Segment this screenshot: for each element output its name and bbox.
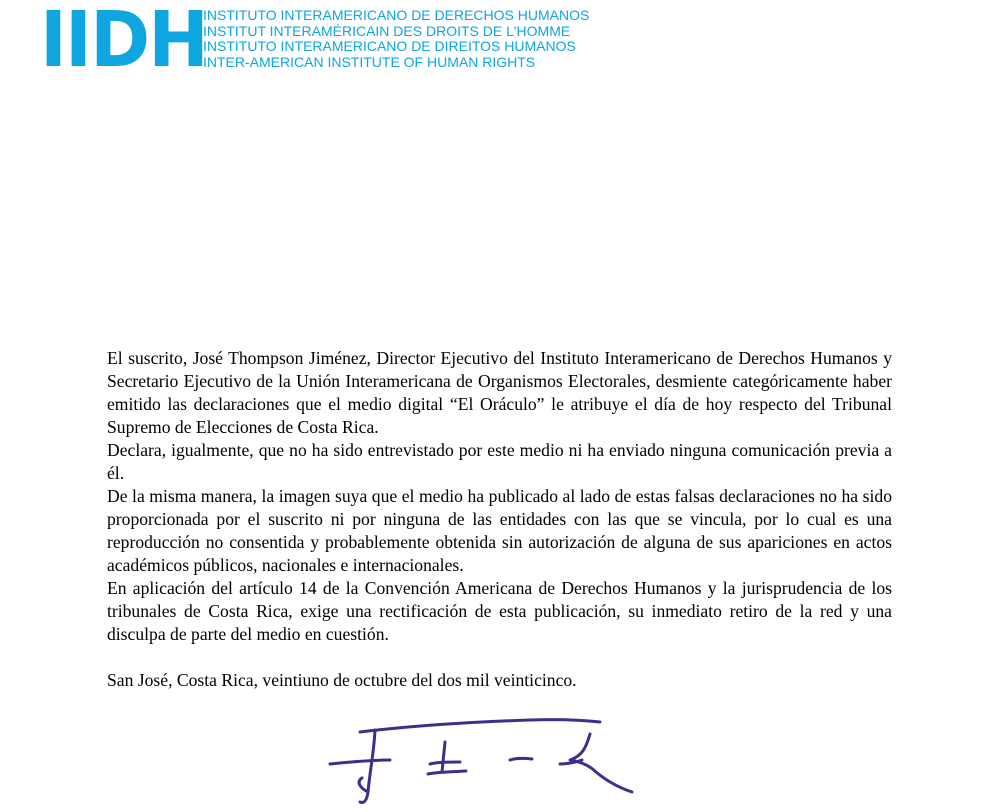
iidh-logo: IIDH: [40, 0, 208, 85]
paragraph-image: De la misma manera, la imagen suya que el medio ha publicado al lado de estas falsas declaraciones no ha sido proporcionada por el suscrito ni por ninguna de las entidades con las que se vincula, por lo cual es una reproducción no consentida y probablemente obtenida sin autorización de alguna de sus apariciones en actos académicos públicos, nacionales e internacionales.: [107, 486, 892, 575]
institute-name-fr: INSTITUT INTERAMÉRICAIN DES DROITS DE L'HOMME: [203, 22, 571, 39]
paragraph-demand: En aplicación del artículo 14 de la Convención Americana de Derechos Humanos y la jurisprudencia de los tribunales de Costa Rica, exige una rectificación de esta publicación, su inmediato retiro de la red y una disculpa de parte del medio en cuestión.: [107, 578, 892, 644]
institute-name-pt: INSTITUTO INTERAMERICANO DE DIREITOS HUMANOS: [203, 38, 576, 54]
institute-name-es: INSTITUTO INTERAMERICANO DE DERECHOS HUMANOS: [203, 7, 590, 23]
letter-body: [107, 347, 892, 692]
paragraph-no-interview: Declara, igualmente, que no ha sido entrevistado por este medio ni ha enviado ninguna comunicación previa a él.: [107, 440, 892, 483]
place-date: San José, Costa Rica, veintiuno de octubre del dos mil veinticinco.: [107, 670, 577, 690]
paragraph-denial: El suscrito, José Thompson Jiménez, Director Ejecutivo del Instituto Interamericano de Derechos Humanos y Secretario Ejecutivo de la Unión Interamericana de Organismos Electorales, desmiente categóricamente haber emitido las declaraciones que el medio digital “El Oráculo” le atribuye el día de hoy respecto del Tribunal Supremo de Elecciones de Costa Rica.: [107, 348, 892, 437]
institute-names: [203, 8, 589, 70]
signature-icon: [320, 712, 650, 812]
institute-name-en: INTER-AMERICAN INSTITUTE OF HUMAN RIGHTS: [203, 53, 536, 70]
